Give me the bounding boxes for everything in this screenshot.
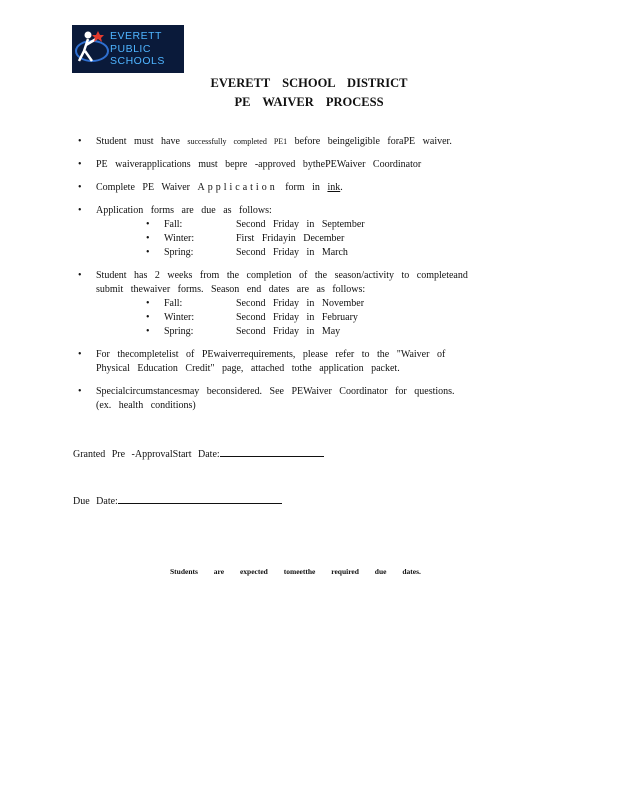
due-date-field[interactable] bbox=[73, 494, 282, 507]
list-item: • PE waiverapplications must bepre -approved bythePEWaiver Coordinator bbox=[78, 158, 518, 172]
sub-list-item: • Fall: Second Friday in November bbox=[96, 297, 518, 311]
sub-list-item: • Spring: Second Friday in May bbox=[96, 325, 518, 339]
sub-list-item: • Winter: Second Friday in February bbox=[96, 311, 518, 325]
bullet-list bbox=[78, 135, 518, 422]
granted-date-line[interactable] bbox=[220, 447, 324, 457]
footer-note: Students are expected tomeetthe required due dates. bbox=[170, 567, 421, 576]
granted-label: Granted Pre -ApprovalStart Date: bbox=[73, 449, 220, 460]
list-item: • Application forms are due as follows: • Fall: Second Friday in September • Winter: First Fridayin December • Spring: Second Friday in March bbox=[78, 204, 518, 260]
list-item: • Student has 2 weeks from the completion of the season/activity to completeand submit thewaiver forms. Season end dates are as follows: • Fall: Second Friday in November • Winter: Second Friday in February • Spring: Second Friday in May bbox=[78, 269, 518, 339]
everett-public-schools-logo bbox=[72, 25, 184, 73]
logo-text: EVERETT PUBLIC SCHOOLS bbox=[110, 30, 165, 67]
document-subtitle: PE WAIVER PROCESS bbox=[234, 95, 384, 109]
sub-list-item: • Winter: First Fridayin December bbox=[96, 232, 518, 246]
list-item: • Complete PE Waiver Application form in ink. bbox=[78, 181, 518, 195]
due-date-line[interactable] bbox=[118, 494, 282, 504]
list-item: • For thecompletelist of PEwaiverrequirements, please refer to the "Waiver of Physical Education Credit" page, attached tothe application packet. bbox=[78, 348, 518, 376]
document-title: EVERETT SCHOOL DISTRICT bbox=[210, 76, 408, 90]
sub-list-item: • Fall: Second Friday in September bbox=[96, 218, 518, 232]
granted-date-field[interactable] bbox=[73, 447, 324, 460]
list-item: • Student must have successfully completed PE1 before beingeligible foraPE waiver. bbox=[78, 135, 518, 149]
sub-list-item: • Spring: Second Friday in March bbox=[96, 246, 518, 260]
due-date-label: Due Date: bbox=[73, 496, 118, 507]
list-item: • Specialcircumstancesmay beconsidered. See PEWaiver Coordinator for questions. (ex. health conditions) bbox=[78, 385, 518, 413]
